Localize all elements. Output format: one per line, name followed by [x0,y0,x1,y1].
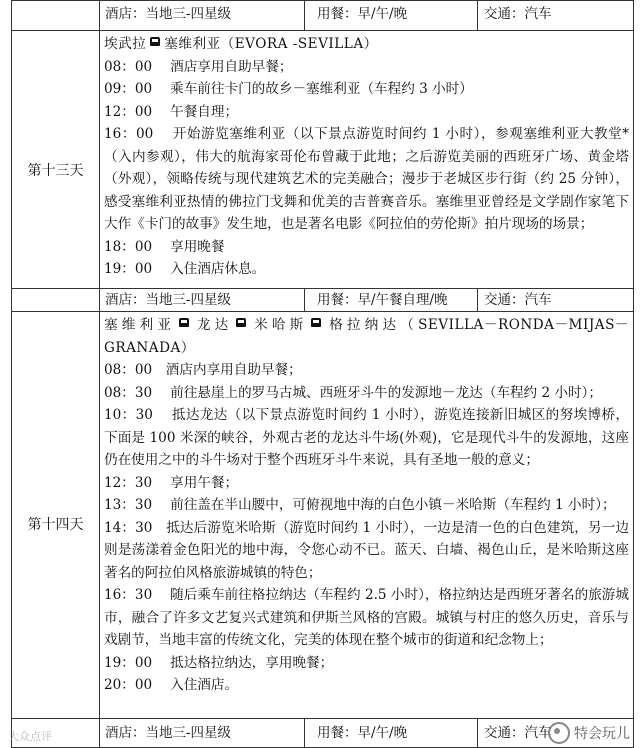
rule [12,718,633,719]
transport-info: 交通：汽车 [484,725,552,741]
rule [12,0,633,1]
rule [12,30,633,31]
schedule-item: 19：00 抵达格拉纳达，享用晚餐； [104,654,334,671]
hotel-info: 酒店：当地三-四星级 [105,292,232,308]
bus-icon [235,318,247,330]
hotel-info: 酒店：当地三-四星级 [105,725,232,741]
bus-icon [310,318,322,330]
day-content [104,314,629,697]
schedule-item: 16：00 开始游览塞维利亚（以下景点游览时间约 1 小时），参观塞维利亚大教堂*（入内参观），伟大的航海家哥伦布曾藏于此地；之后游览美丽的西班牙广场、黄金塔（外观），领略传统与现代建筑艺术的完美融合；漫步于老城区步行街（约 25 分钟），感受塞维利亚热情的佛拉门戈舞和优美的吉普赛音乐。塞维里亚曾经是文学剧作家笔下大作《卡门的故事》发生地，也是著名电影《阿拉伯的劳伦斯》拍片现场的场景； [104,126,629,232]
column-divider [99,0,100,748]
itinerary-table [11,0,634,748]
schedule-item: 08：30 前往悬崖上的罗马古城、西班牙斗牛的发源地－龙达（车程约 2 小时）； [104,384,602,401]
route-title: 塞维利亚 龙达 米哈斯 格拉纳达（SEVILLA－RONDA－MIJAS－GRANADA） [104,317,630,356]
column-divider [477,288,478,311]
schedule-item: 10：30 抵达龙达（以下景点游览时间约 1 小时），游览连接新旧城区的努埃博桥，下面是 100 米深的峡谷，外观古老的龙达斗牛场(外观)，它是现代斗牛的发源地，这座仍在使用之中的斗牛场对于整个西班牙斗牛来说，具有圣地一般的意义； [104,407,629,468]
schedule-item: 14：30 抵达后游览米哈斯（游览时间约 1 小时），一边是清一色的白色建筑，另一边则是荡漾着金色阳光的地中海，令您心动不已。蓝天、白墙、褐色山丘，是米哈斯这座著名的阿拉伯风格旅游城镇的特色； [104,519,629,581]
schedule-item: 13：30 前往盖在半山腰中，可俯视地中海的白色小镇－米哈斯（车程约 1 小时）； [104,497,616,513]
transport-info: 交通：汽车 [484,292,552,308]
schedule-item: 09：00 乘车前往卡门的故乡－塞维利亚（车程约 3 小时） [104,81,473,97]
meal-info: 用餐：早/午餐自理/晚 [317,292,448,308]
schedule-item: 16：30 随后乘车前往格拉纳达（车程约 2.5 小时），格拉纳达是西班牙著名的旅游城市，融合了许多文艺复兴式建筑和伊斯兰风格的宫殿。城镇与村庄的悠久历史，音乐与戏剧节，当地丰富的传统文化，完美的体现在整个城市的街道和纪念物上； [104,587,629,648]
rule [12,311,633,312]
watermark-left: 大众点评 [8,730,52,743]
meal-info: 用餐：早/午/晚 [317,6,408,22]
schedule-item: 08：00 酒店内享用自助早餐； [104,362,302,378]
bus-icon [178,318,190,330]
schedule-item: 20：00 入住酒店。 [104,677,239,693]
schedule-item: 18：00 享用晚餐 [104,238,225,255]
column-divider [477,0,478,30]
column-divider [304,718,305,748]
column-divider [477,718,478,748]
meal-info: 用餐：早/午/晚 [317,725,408,741]
route-title: 埃武拉 塞维利亚（EVORA -SEVILLA） [104,36,378,52]
column-divider [304,0,305,30]
schedule-item: 12：00 午餐自理； [104,103,239,120]
schedule-item: 08：00 酒店享用自助早餐； [104,58,293,75]
day-content [104,33,629,281]
transport-info: 交通：汽车 [484,6,552,22]
bus-icon [149,37,161,49]
wechat-logo-icon [548,722,570,744]
hotel-info: 酒店：当地三-四星级 [105,6,232,22]
day-label: 第十三天 [27,163,84,179]
rule [12,288,633,289]
day-label: 第十四天 [27,517,84,533]
watermark-right [548,722,630,744]
column-divider [304,288,305,311]
schedule-item: 12：30 享用午餐； [104,474,239,491]
watermark-text: 特会玩儿 [574,726,630,742]
schedule-item: 19：00 入住酒店休息。 [104,261,266,277]
